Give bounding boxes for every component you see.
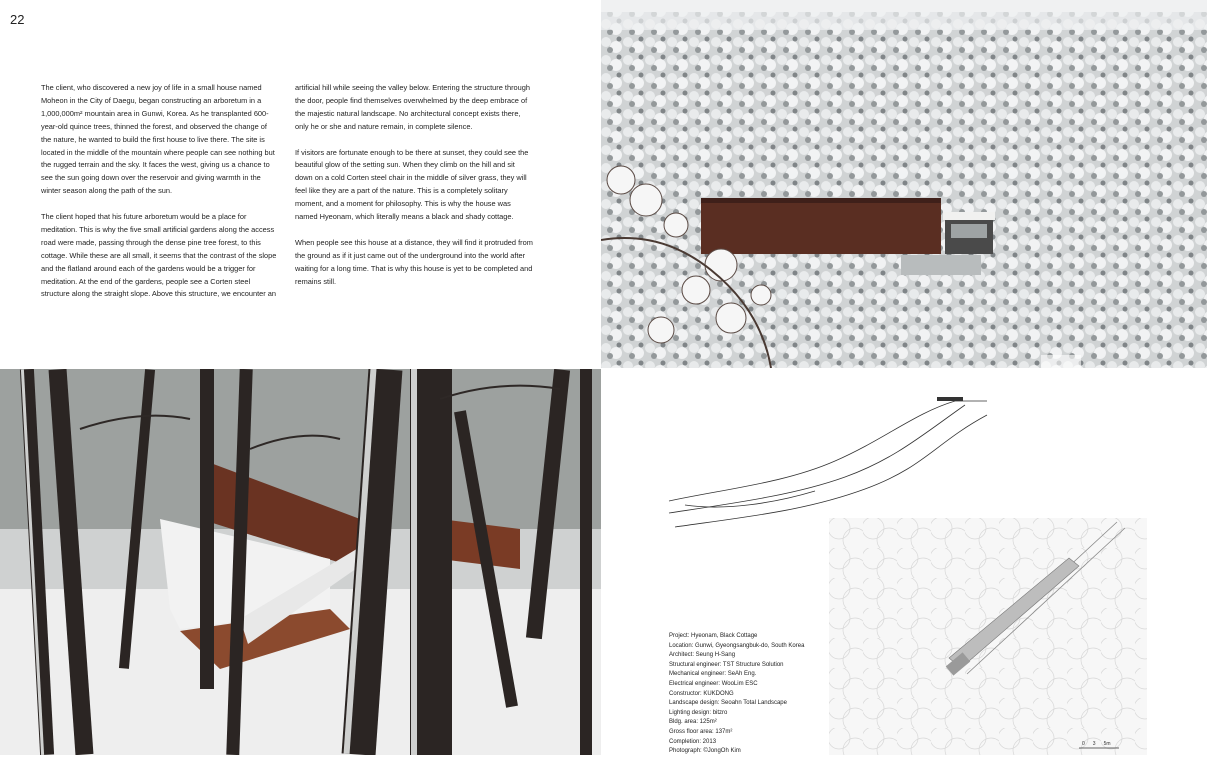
photo-pine-forest-corten-stairs [0,369,601,755]
paragraph: If visitors are fortunate enough to be there at sunset, they could see the beautiful glow of the setting sun. When they climb on the hill and sit down on a cold Corten steel chair in the middle of silver grass, they will feel like they are a part of the nature. This is a completely solitary moment, and a moment for philosophy. This is why the house was named Hyeonam, which literally means a black and shady cottage. [295,147,529,222]
credit-line: Mechanical engineer: SeAh Eng. [669,671,757,678]
credit-line: Structural engineer: TST Structure Solution [669,661,784,668]
scale-tick-label: 3 [1092,741,1096,747]
credit-line: Completion: 2013 [669,738,717,745]
paragraph: When people see this house at a distance, they will find it protruded from the ground as if it just came out of the underground into the world after waiting for a long time. That is why this house is yet to be completed and remains still. [295,237,533,286]
credit-line: Electrical engineer: WooLim ESC [669,680,758,687]
photo-house-in-snowy-forest [601,0,1207,368]
credit-line: Photograph: ©JongOh Kim [669,748,741,755]
scale-tick-label: 5m [1103,741,1111,747]
credit-line: Bldg. area: 125m² [669,719,717,726]
credit-line: Landscape design: Seoahn Total Landscape [669,700,787,707]
site-section-drawing [665,393,995,533]
paragraph: The client, who discovered a new joy of life in a small house named Moheon in the City of Daegu, began constructing an arboretum in a 1,000,000m² mountain area in Gunwi, Korea. As he transplanted 600-year-old quince trees, thinned the forest, and observed the change of the nature, he wanted to build the first house to live there. The site is located in the middle of the mountain where people can see nothing but the rugged terrain and the sky. It faces the west, giving us a chance to see the sun going down over the reservoir and giving warmth in the winter season along the path of the sun. [41,83,275,196]
scale-bar-labels [1082,741,1111,747]
scale-tick-label: 0 [1082,741,1085,747]
credit-line: Architect: Seung H-Sang [669,652,736,659]
credit-line: Project: Hyeonam, Black Cottage [669,633,758,639]
paragraph: The client hoped that his future arboretum would be a place for meditation. This is why the five small artificial gardens along the access road were made, passing through the dense pine tree forest, to this cottage. While these are all small, it seems that the contrast of the slope and the flatland around each of the gardens would be a trigger for meditation. At the end of the gardens, people see a Corten steel structure along the straight slope. Above this structure, we encounter an [41,212,277,299]
site-plan-drawing [829,518,1147,755]
project-credits [669,632,839,757]
credit-line: Lighting design: bitzro [669,709,728,716]
text-column-right [295,82,533,301]
credit-line: Location: Gunwi, Gyeongsangbuk-do, South Korea [669,642,805,649]
page-number: 22 [10,12,25,27]
paragraph: artificial hill while seeing the valley below. Entering the structure through the door, people find themselves overwhelmed by the deep embrace of the majestic natural landscape. No architectural concept exists there, only he or she and nature remain, in complete silence. [295,83,530,131]
credit-line: Gross floor area: 137m² [669,728,733,735]
text-column-left [41,82,279,314]
credit-line: Constructor: KUKDONG [669,690,734,697]
